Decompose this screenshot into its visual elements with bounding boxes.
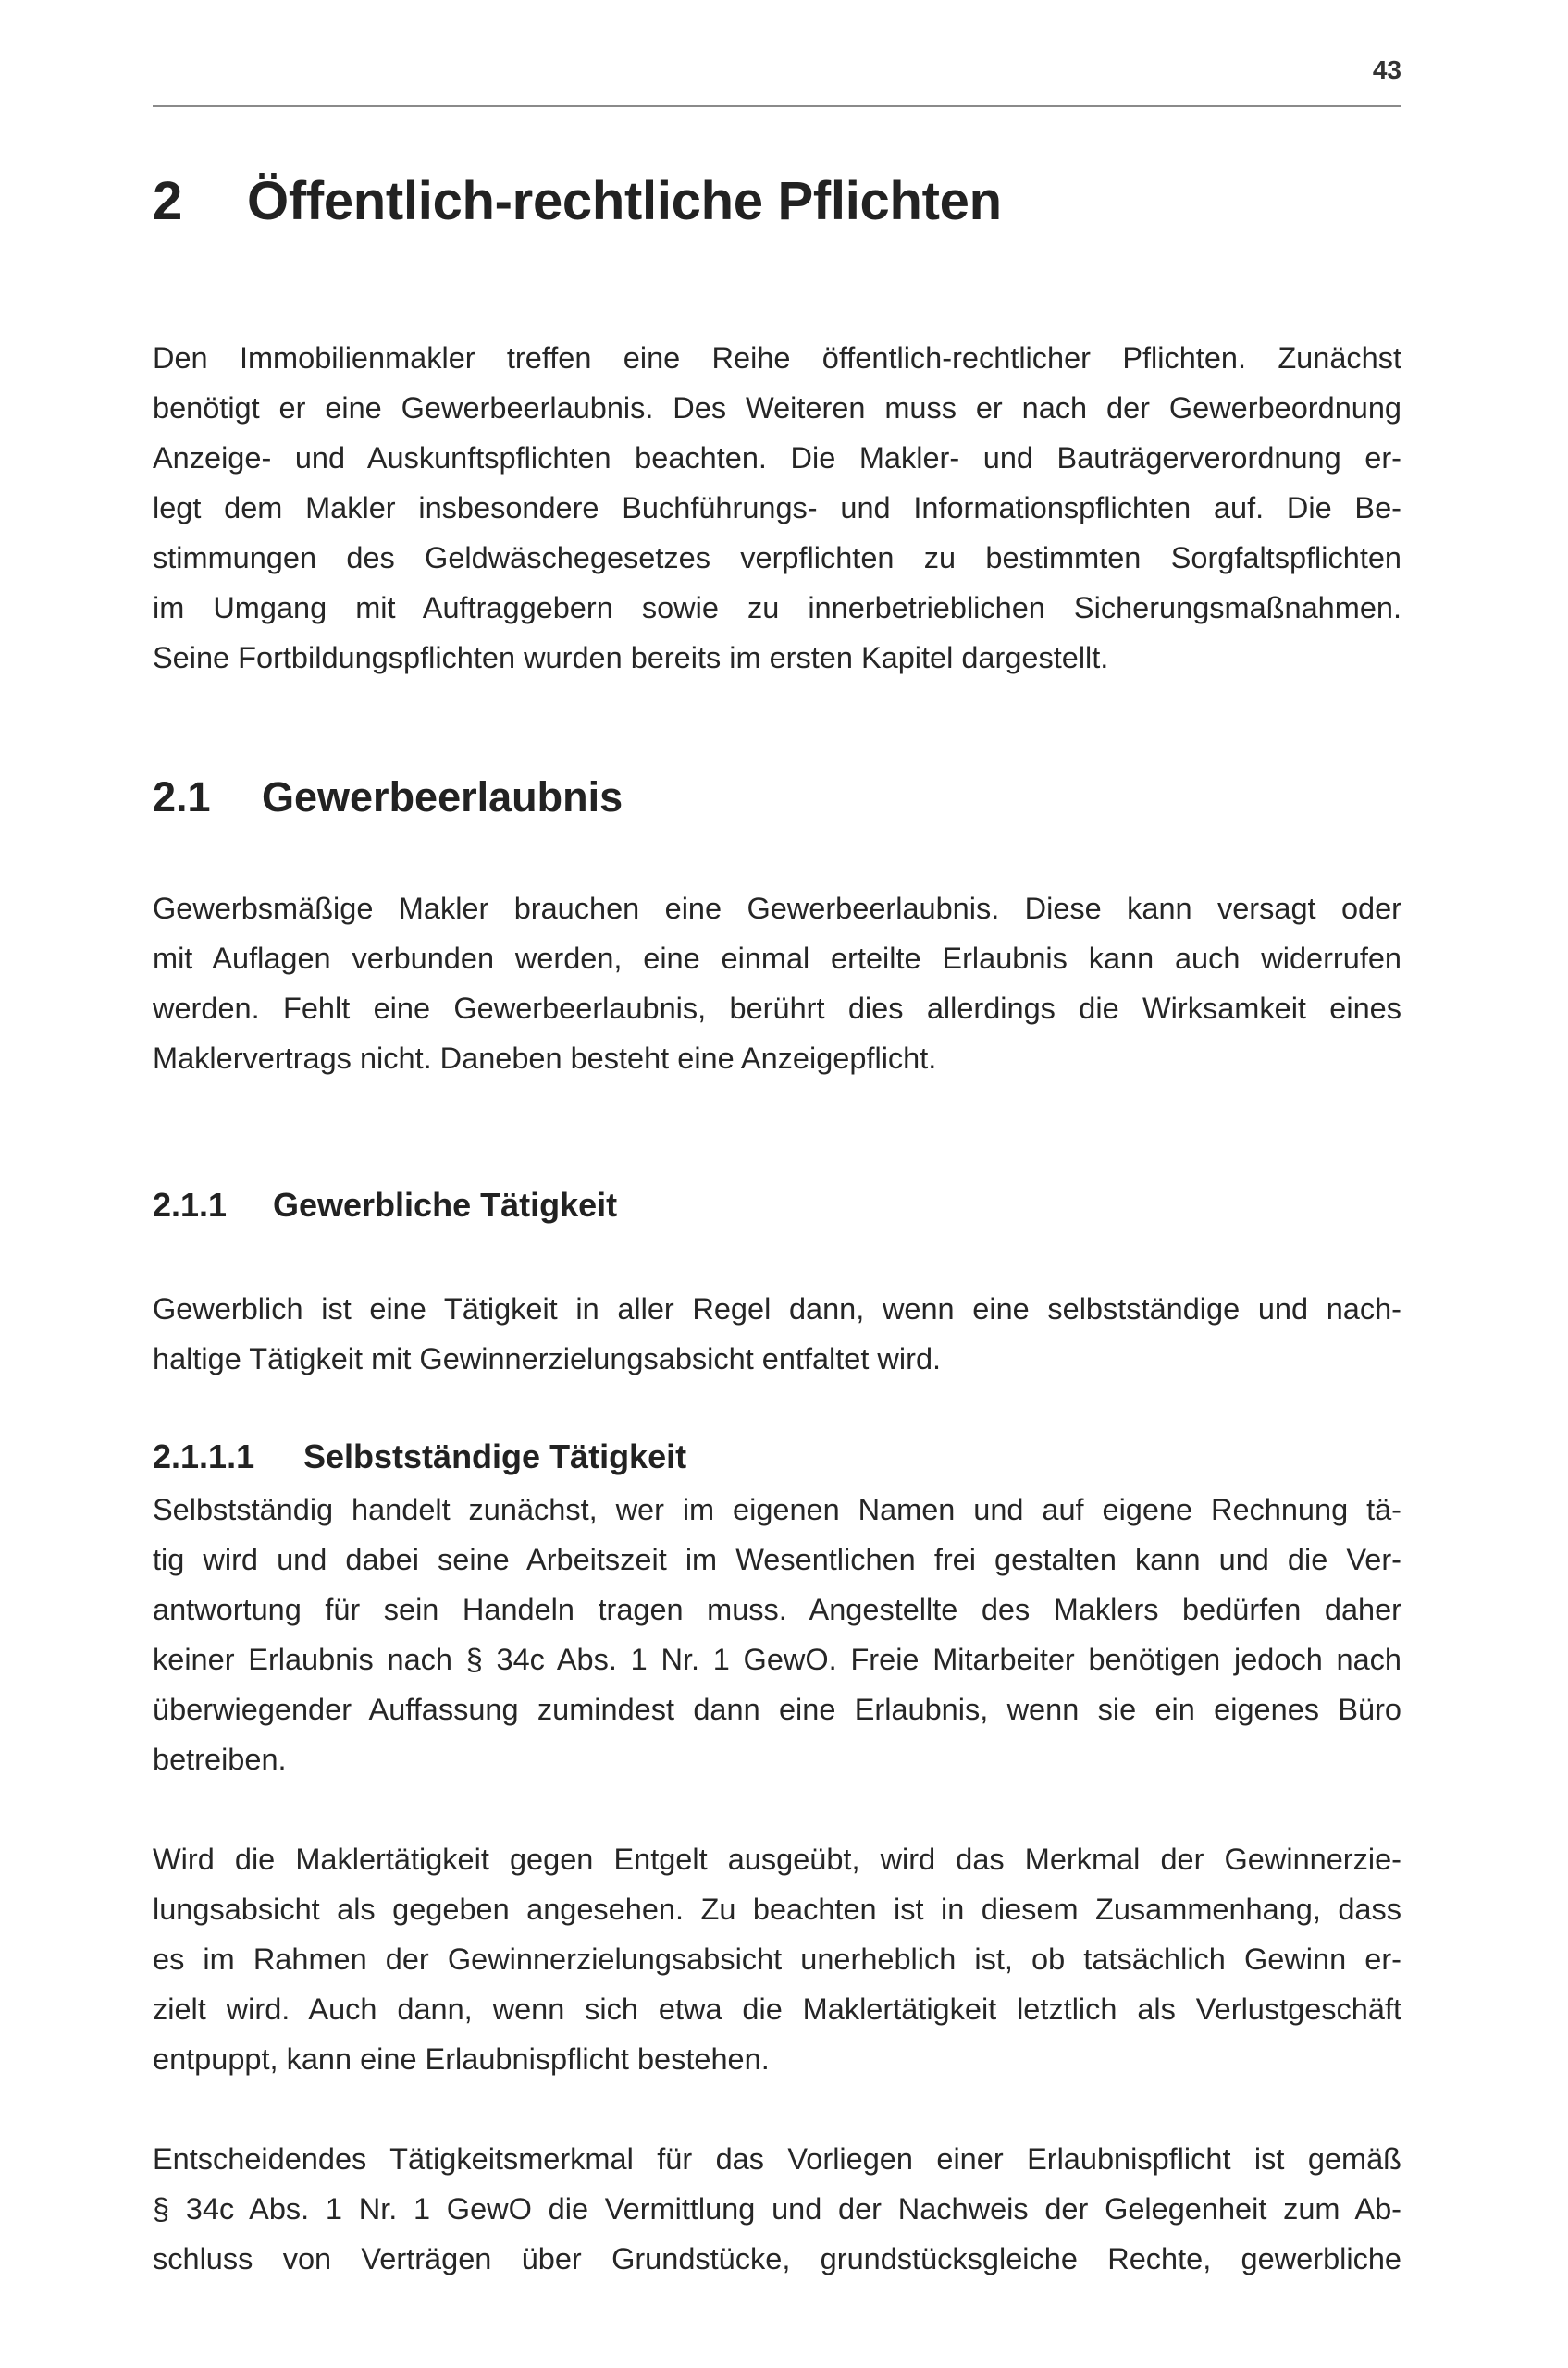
text-line: keiner Erlaubnis nach § 34c Abs. 1 Nr. 1 GewO. Freie Mitarbeiter benötigen jedoch nach	[153, 1643, 1401, 1676]
running-header	[153, 54, 1401, 107]
text-line: entpuppt, kann eine Erlaubnispflicht bestehen.	[153, 2042, 770, 2076]
chapter-heading	[153, 170, 1002, 232]
text-line: zielt wird. Auch dann, wenn sich etwa die Maklertätigkeit letztlich als Verlustgeschäft	[153, 1992, 1401, 2026]
text-line: Entscheidendes Tätigkeitsmerkmal für das Vorliegen einer Erlaubnispflicht ist gemäß	[153, 2142, 1401, 2176]
chapter-number: 2	[153, 171, 182, 231]
text-line: im Umgang mit Auftraggebern sowie zu innerbetrieblichen Sicherungsmaßnahmen.	[153, 591, 1401, 624]
page-number: 43	[1372, 56, 1401, 84]
section-title: Gewerbeerlaubnis	[262, 773, 623, 820]
text-line: benötigt er eine Gewerbeerlaubnis. Des Weiteren muss er nach der Gewerbeordnung	[153, 391, 1401, 425]
text-line: antwortung für sein Handeln tragen muss. Angestellte des Maklers bedürfen daher	[153, 1593, 1401, 1626]
chapter-title: Öffentlich-rechtliche Pflichten	[247, 171, 1002, 231]
text-line: stimmungen des Geldwäschegesetzes verpflichten zu bestimmten Sorgfaltspflichten	[153, 541, 1401, 574]
text-line: § 34c Abs. 1 Nr. 1 GewO die Vermittlung und der Nachweis der Gelegenheit zum Ab-	[153, 2192, 1401, 2226]
section-2-1-1-1-paragraph-2	[153, 1834, 1401, 2084]
section-2-1-1-paragraph	[153, 1284, 1401, 1384]
section-number: 2.1.1	[153, 1186, 228, 1224]
text-line: betreiben.	[153, 1743, 287, 1776]
text-line: überwiegender Auffassung zumindest dann eine Erlaubnis, wenn sie ein eigenes Büro	[153, 1693, 1401, 1726]
text-line: es im Rahmen der Gewinnerzielungsabsicht unerheblich ist, ob tatsächlich Gewinn er-	[153, 1942, 1401, 1976]
text-line: Wird die Maklertätigkeit gegen Entgelt ausgeübt, wird das Merkmal der Gewinnerzie-	[153, 1843, 1401, 1876]
text-line: lungsabsicht als gegeben angesehen. Zu beachten ist in diesem Zusammenhang, dass	[153, 1893, 1401, 1926]
text-line: Gewerbsmäßige Makler brauchen eine Gewerbeerlaubnis. Diese kann versagt oder	[153, 892, 1401, 925]
section-2-1-paragraph	[153, 883, 1401, 1083]
text-line: haltige Tätigkeit mit Gewinnerzielungsabsicht entfaltet wird.	[153, 1342, 942, 1375]
text-line: Maklervertrags nicht. Daneben besteht eine Anzeigepflicht.	[153, 1042, 937, 1075]
text-line: Gewerblich ist eine Tätigkeit in aller Regel dann, wenn eine selbstständige und nach-	[153, 1292, 1401, 1326]
section-2-1-1-1-paragraph-1	[153, 1485, 1401, 1784]
section-2-1-1-1-paragraph-3	[153, 2134, 1401, 2284]
intro-paragraph	[153, 333, 1401, 683]
text-line: mit Auflagen verbunden werden, eine einmal erteilte Erlaubnis kann auch widerrufen	[153, 942, 1401, 975]
text-line: tig wird und dabei seine Arbeitszeit im Wesentlichen frei gestalten kann und die Ver-	[153, 1543, 1401, 1576]
section-title: Gewerbliche Tätigkeit	[273, 1186, 618, 1224]
text-line: Anzeige- und Auskunftspflichten beachten. Die Makler- und Bauträgerverordnung er-	[153, 441, 1401, 475]
text-line: legt dem Makler insbesondere Buchführungs- und Informationspflichten auf. Die Be-	[153, 491, 1401, 524]
section-number: 2.1.1.1	[153, 1437, 255, 1475]
section-heading-2-1-1	[153, 1186, 617, 1225]
text-line: schluss von Verträgen über Grundstücke, grundstücksgleiche Rechte, gewerbliche	[153, 2242, 1401, 2276]
text-line: Seine Fortbildungspflichten wurden bereits im ersten Kapitel dargestellt.	[153, 641, 1109, 674]
text-line: werden. Fehlt eine Gewerbeerlaubnis, berührt dies allerdings die Wirksamkeit eines	[153, 992, 1401, 1025]
text-line: Den Immobilienmakler treffen eine Reihe öffentlich-rechtlicher Pflichten. Zunächst	[153, 341, 1401, 375]
text-line: Selbstständig handelt zunächst, wer im eigenen Namen und auf eigene Rechnung tä-	[153, 1493, 1401, 1526]
section-title: Selbstständige Tätigkeit	[303, 1437, 687, 1475]
section-heading-2-1-1-1	[153, 1437, 686, 1476]
section-number: 2.1	[153, 773, 211, 820]
section-heading-2-1	[153, 773, 623, 821]
